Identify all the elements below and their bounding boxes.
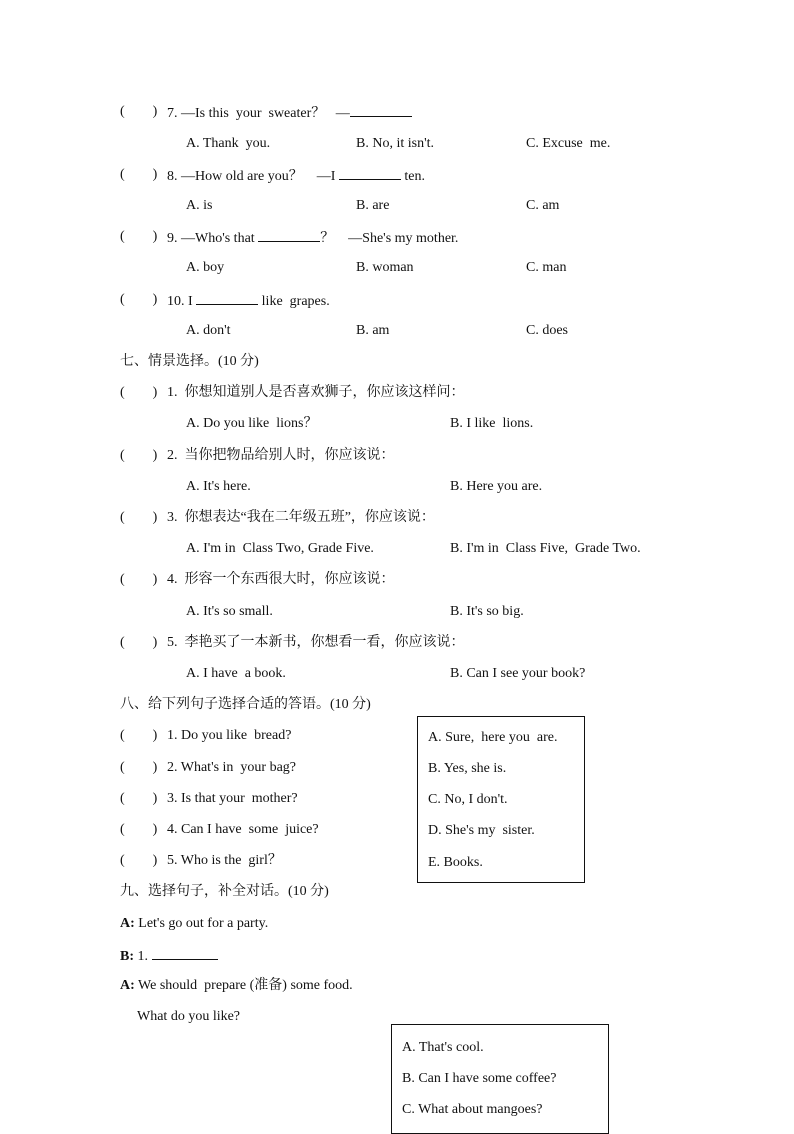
dialogue-continuation: What do you like? [137,1009,241,1024]
question-post: ？ —She's my mother. [320,231,459,246]
option-a: A. is [186,198,213,213]
answer-paren[interactable]: ( ) [120,728,158,743]
section-7-heading: 七、情景选择。(10 分) [120,354,259,369]
question-text: 5. Who is the girl？ [167,853,282,868]
answer-paren[interactable]: ( ) [120,853,158,868]
option-a: A. It's so small. [186,604,273,619]
answer-paren[interactable]: ( ) [120,572,158,587]
sentence-options-box [391,1024,609,1134]
answer-paren[interactable]: ( ) [120,385,158,400]
option-c: C. am [526,198,560,213]
sentence-option: A. That's cool. [402,1040,484,1055]
dialogue-text: We should prepare (准备) some food. [134,978,353,993]
answer-blank[interactable] [196,291,258,305]
section-9-heading: 九、选择句子，补全对话。(10 分) [120,884,329,899]
option-b: B. It's so big. [450,604,524,619]
answer-paren[interactable]: ( ) [120,448,158,463]
question-text [167,103,412,123]
answer-choice: A. Sure, here you are. [428,730,558,745]
answer-choice: E. Books. [428,855,483,870]
speaker-label: A: [120,916,135,931]
question-pre: 9. —Who's that [167,231,259,246]
question-pre: 7. —Is this your sweater？ — [167,106,350,121]
option-a: A. Thank you. [186,136,271,151]
speaker-label: B: [120,949,134,964]
answer-choice: D. She's my sister. [428,823,535,838]
dialogue-text: 1. [134,949,152,964]
option-a: A. Do you like lions？ [186,416,318,431]
answer-paren[interactable]: ( ) [120,510,158,525]
dialogue-line [120,946,218,966]
answer-choices-box [417,716,585,883]
option-a: A. It's here. [186,479,251,494]
question-text [167,166,425,186]
option-a: A. don't [186,323,231,338]
option-b: B. I'm in Class Five, Grade Two. [450,541,641,556]
scenario-question: 4. 形容一个东西很大时，你应该说： [167,572,395,587]
question-text: 3. Is that your mother? [167,791,298,806]
answer-blank[interactable] [152,946,218,960]
answer-blank[interactable] [339,166,401,180]
option-b: B. are [356,198,390,213]
scenario-question: 3. 你想表达“我在二年级五班”，你应该说： [167,510,435,525]
answer-paren[interactable]: ( ) [120,822,158,837]
dialogue-line [120,977,353,995]
option-a: A. boy [186,260,225,275]
sentence-option: C. What about mangoes? [402,1102,543,1117]
question-pre: 10. I [167,294,197,309]
answer-choice: B. Yes, she is. [428,761,507,776]
speaker-label: A: [120,978,135,993]
question-post: like grapes. [258,294,330,309]
answer-paren[interactable]: ( ) [120,229,158,244]
option-b: B. No, it isn't. [356,136,434,151]
question-text [167,291,330,311]
scenario-question: 2. 当你把物品给别人时，你应该说： [167,448,395,463]
question-text: 4. Can I have some juice? [167,822,319,837]
answer-blank[interactable] [350,103,412,117]
scenario-question: 5. 李艳买了一本新书，你想看一看，你应该说： [167,635,465,650]
answer-paren[interactable]: ( ) [120,167,158,182]
option-b: B. Here you are. [450,479,543,494]
dialogue-text: Let's go out for a party. [134,916,269,931]
question-pre: 8. —How old are you？ —I [167,169,339,184]
answer-paren[interactable]: ( ) [120,791,158,806]
option-b: B. woman [356,260,414,275]
question-post: ten. [400,169,425,184]
answer-blank[interactable] [258,228,320,242]
answer-paren[interactable]: ( ) [120,292,158,307]
option-b: B. am [356,323,390,338]
dialogue-line [120,915,268,933]
option-a: A. I'm in Class Two, Grade Five. [186,541,374,556]
question-text: 2. What's in your bag? [167,760,297,775]
section-8-heading: 八、给下列句子选择合适的答语。(10 分) [120,697,371,712]
option-b: B. I like lions. [450,416,534,431]
answer-choice: C. No, I don't. [428,792,508,807]
question-text [167,228,458,248]
option-c: C. man [526,260,567,275]
answer-paren[interactable]: ( ) [120,635,158,650]
option-a: A. I have a book. [186,666,286,681]
scenario-question: 1. 你想知道别人是否喜欢狮子，你应该这样问： [167,385,465,400]
sentence-option: B. Can I have some coffee? [402,1071,557,1086]
question-text: 1. Do you like bread? [167,728,292,743]
answer-paren[interactable]: ( ) [120,104,158,119]
answer-paren[interactable]: ( ) [120,760,158,775]
option-c: C. does [526,323,568,338]
option-c: C. Excuse me. [526,136,611,151]
option-b: B. Can I see your book? [450,666,586,681]
